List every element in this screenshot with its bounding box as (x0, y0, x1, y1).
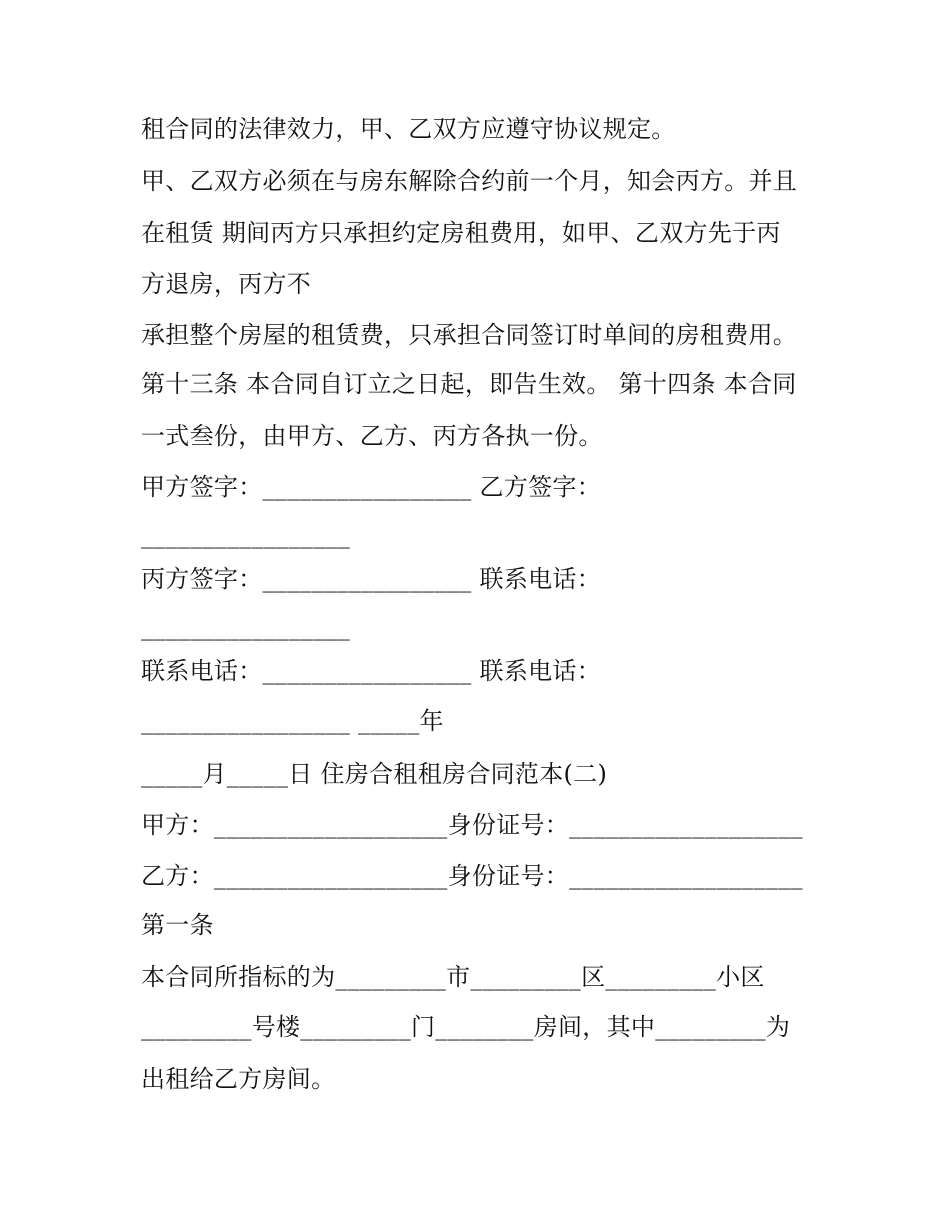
phone-blank-1: _________________ (141, 613, 351, 641)
text-line-3: 在租赁 期间丙方只承担约定房租费用，如甲、乙双方先于丙 (141, 219, 781, 247)
signature-line-party-c: 丙方签字：_________________ 联系电话： (141, 565, 602, 593)
text-line-2: 甲、乙双方必须在与房东解除合约前一个月，知会丙方。并且 (141, 167, 798, 195)
date-month-day-title-line: _____月_____日 住房合租租房合同范本(二) (141, 760, 608, 788)
article-one-line-2: _________号楼_________门________房间，其中_________为 (141, 1013, 791, 1041)
signature-line-party-a-b: 甲方签字：_________________ 乙方签字： (141, 473, 602, 501)
text-line-5: 承担整个房屋的租赁费，只承担合同签订时单间的房租费用。 (141, 321, 798, 349)
text-line-1: 租合同的法律效力，甲、乙双方应遵守协议规定。 (141, 115, 676, 143)
article-one-line-1: 本合同所指标的为_________市_________区_________小区 (141, 963, 765, 991)
text-line-4: 方退房，丙方不 (141, 270, 312, 298)
text-line-7: 一式叁份，由甲方、乙方、丙方各执一份。 (141, 422, 603, 450)
party-b-info-line: 乙方：___________________身份证号：___________________ (141, 862, 803, 890)
date-year-line: _________________ _____年 (141, 707, 444, 735)
phone-line: 联系电话：_________________ 联系电话： (141, 657, 602, 685)
article-one-line-3: 出租给乙方房间。 (141, 1065, 336, 1093)
text-line-6: 第十三条 本合同自订立之日起，即告生效。 第十四条 本合同 (141, 370, 797, 398)
signature-blank-party-b: _________________ (141, 521, 351, 549)
article-one-heading: 第一条 (141, 911, 214, 939)
party-a-info-line: 甲方：___________________身份证号：___________________ (141, 811, 803, 839)
